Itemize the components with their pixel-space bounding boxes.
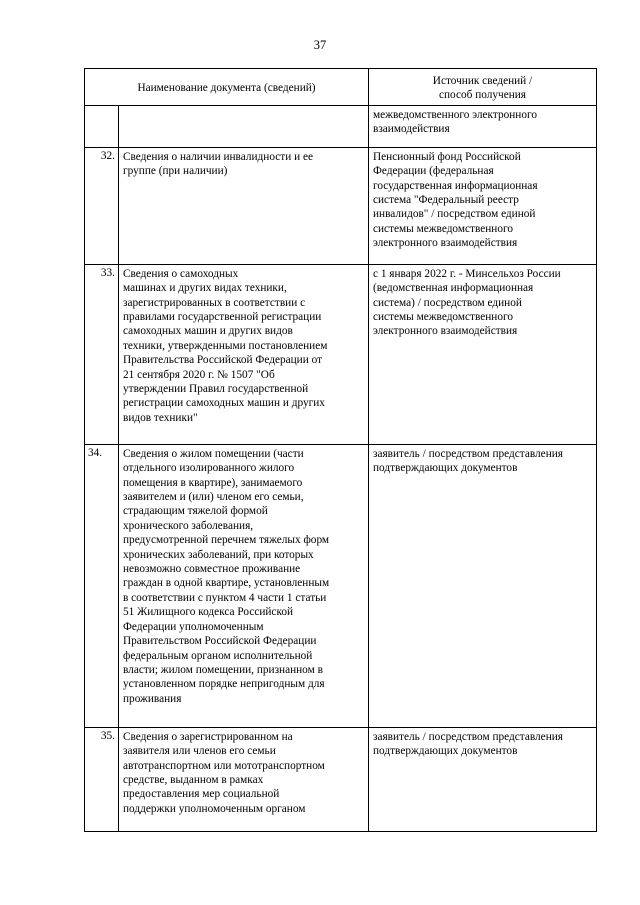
name-line: автотранспортном или мототранспортном [123,759,325,772]
source-line: системы межведомственного [373,222,513,235]
source-line: системы межведомственного [373,311,513,324]
row-source-cell [369,444,597,727]
name-line: в соответствии с пунктом 4 части 1 статьи [123,591,327,604]
row-number: 35. [85,727,119,831]
name-line: машинах и других видах техники, [123,282,287,295]
table-row-continuation [85,105,597,147]
source-line: Пенсионный фонд Российской [373,150,521,163]
name-line: предоставления мер социальной [123,788,280,801]
source-line: заявитель / посредством представления [373,730,563,743]
name-line: Правительством Российской Федерации [123,635,317,648]
header-source [369,69,597,106]
name-line: утверждении Правил государственной [123,383,309,396]
name-line: предусмотренной перечнем тяжелых форм [123,534,330,547]
source-line: заявитель / посредством представления [373,447,563,460]
name-line: техники, утвержденными постановлением [123,339,328,352]
name-line: Сведения о зарегистрированном на [123,730,293,743]
table-row-35 [85,727,597,831]
header-document-name: Наименование документа (сведений) [85,69,369,106]
page-number: 37 [313,38,327,52]
source-line: электронного взаимодействия [373,237,518,250]
name-line: проживания [123,692,182,705]
name-line: федеральным органом исполнительной [123,649,313,662]
source-line: государственная информационная [373,179,538,192]
source-line: (ведомственная информационная [373,282,534,295]
row-source-cell [369,147,597,264]
source-line: межведомственного электронного [373,108,537,121]
header-source-line: способ получения [438,89,527,102]
row-name-cell [119,727,369,831]
row-source-cell [369,264,597,444]
name-line: регистрации самоходных машин и других [123,397,325,410]
source-line: система "Федеральный реестр [373,194,519,207]
name-line: отдельного изолированного жилого [123,462,295,475]
row-source-cell [369,727,597,831]
name-line: группе (при наличии) [123,165,228,178]
name-line: правилами государственной регистрации [123,311,322,324]
documents-table [84,68,597,832]
source-line: подтверждающих документов [373,462,518,475]
name-line: заявителем и (или) членом его семьи, [123,491,304,504]
row-number: 33. [85,264,119,444]
name-line: установленном порядке непригодным для [123,678,325,691]
name-line: Федерации уполномоченным [123,620,264,633]
row-number: 32. [85,147,119,264]
name-line: помещения в квартире), занимаемого [123,476,303,489]
row-name-cell [119,444,369,727]
name-line: Правительства Российской Федерации от [123,354,323,367]
header-source-line: Источник сведений / [432,75,533,87]
source-line: с 1 января 2022 г. - Минсельхоз России [373,267,561,280]
source-line: Федерации (федеральная [373,165,494,178]
name-line: Сведения о жилом помещении (части [123,447,304,460]
name-line: страдающим тяжелой формой [123,505,268,518]
name-line: зарегистрированных в соответствии с [123,296,306,309]
row-source-cell [369,105,597,147]
table-row-32 [85,147,597,264]
source-line: система) / посредством единой [373,296,522,309]
name-line: хронического заболевания, [123,519,254,532]
name-line: поддержки уполномоченным органом [123,802,306,815]
row-number-cell [85,105,119,147]
row-name-cell [119,105,369,147]
name-line: граждан в одной квартире, установленным [123,577,330,590]
table-header-row [85,69,597,106]
row-name-cell [119,264,369,444]
source-line: подтверждающих документов [373,745,518,758]
name-line: невозможно совместное проживание [123,563,301,576]
name-line: средстве, выданном в рамках [123,774,264,787]
name-line: видов техники" [123,411,198,424]
name-line: 51 Жилищного кодекса Российской [123,606,294,619]
row-number: 34. [85,444,119,727]
source-line: инвалидов" / посредством единой [373,208,536,221]
table-row-33 [85,264,597,444]
name-line: 21 сентября 2020 г. № 1507 "Об [123,368,275,381]
name-line: хронических заболеваний, при которых [123,548,314,561]
name-line: заявителя или членов его семьи [123,745,276,758]
name-line: самоходных машин и других видов [123,325,293,338]
table-row-34 [85,444,597,727]
source-line: электронного взаимодействия [373,325,518,338]
name-line: Сведения о наличии инвалидности и ее [123,150,313,163]
row-name-cell [119,147,369,264]
name-line: Сведения о самоходных [123,267,239,280]
name-line: власти; жилом помещении, признанном в [123,663,323,676]
source-line: взаимодействия [373,123,450,136]
